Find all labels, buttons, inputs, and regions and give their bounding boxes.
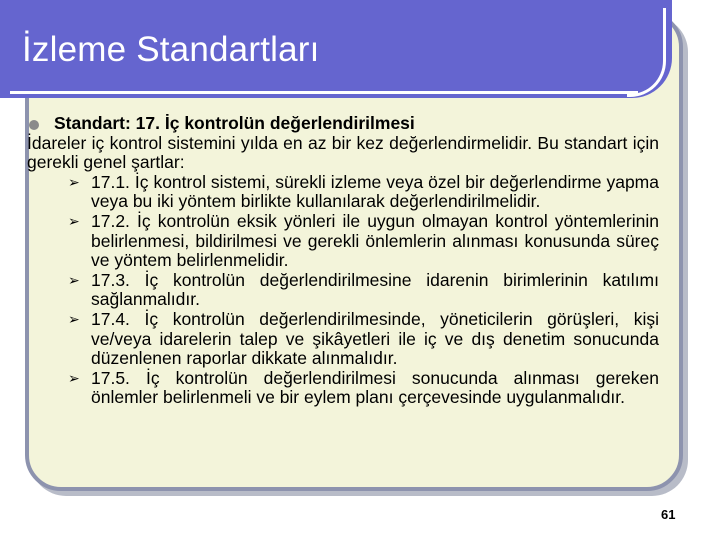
list-item-text: 17.3. İç kontrolün değerlendirilmesine idarenin birimlerinin katılımı sağlanmalıdır. <box>91 269 659 310</box>
bullet-dot-icon <box>29 120 39 130</box>
title-bar <box>0 0 672 98</box>
arrow-bullet-icon: ➢ <box>68 370 80 387</box>
list-item-text: 17.4. İç kontrolün değerlendirilmesinde, yöneticilerin görüşleri, kişi ve/veya idarelerin talep ve şikâyetleri ile iç ve dış denetim sonucunda düzenlenen raporlar dikkate alınmalıdır. <box>91 308 659 369</box>
arrow-bullet-icon: ➢ <box>68 213 80 230</box>
arrow-bullet-icon: ➢ <box>68 174 80 191</box>
arrow-bullet-icon: ➢ <box>68 272 80 289</box>
list-item <box>27 369 659 408</box>
page-number: 61 <box>661 507 676 522</box>
list-item <box>27 310 659 369</box>
standard-heading: Standart: 17. İç kontrolün değerlendirilmesi <box>54 113 415 133</box>
arrow-bullet-icon: ➢ <box>68 311 80 328</box>
title-underline <box>10 91 638 94</box>
slide-content <box>27 114 659 408</box>
list-item-text: 17.2. İç kontrolün eksik yönleri ile uygun olmayan kontrol yöntemlerinin belirlenmesi, bildirilmesi ve gerekli önlemlerin alınması konusunda süreç ve yöntem belirlenmelidir. <box>91 210 659 271</box>
intro-text: İdareler iç kontrol sistemini yılda en az bir kez değerlendirmelidir. Bu standart için gerekli genel şartlar: <box>27 132 659 173</box>
slide-title: İzleme Standartları <box>22 30 320 69</box>
list-item-text: 17.5. İç kontrolün değerlendirilmesi sonucunda alınması gereken önlemler belirlenmeli ve bir eylem planı çerçevesinde uygulanmalıdır. <box>91 367 659 408</box>
requirements-list <box>27 173 659 408</box>
standard-heading-line <box>27 114 659 134</box>
list-item <box>27 271 659 310</box>
list-item <box>27 173 659 212</box>
list-item <box>27 212 659 271</box>
list-item-text: 17.1. İç kontrol sistemi, sürekli izleme veya özel bir değerlendirme yapma veya bu iki yöntem birlikte kullanılarak değerlendirilmelidir. <box>91 171 659 212</box>
